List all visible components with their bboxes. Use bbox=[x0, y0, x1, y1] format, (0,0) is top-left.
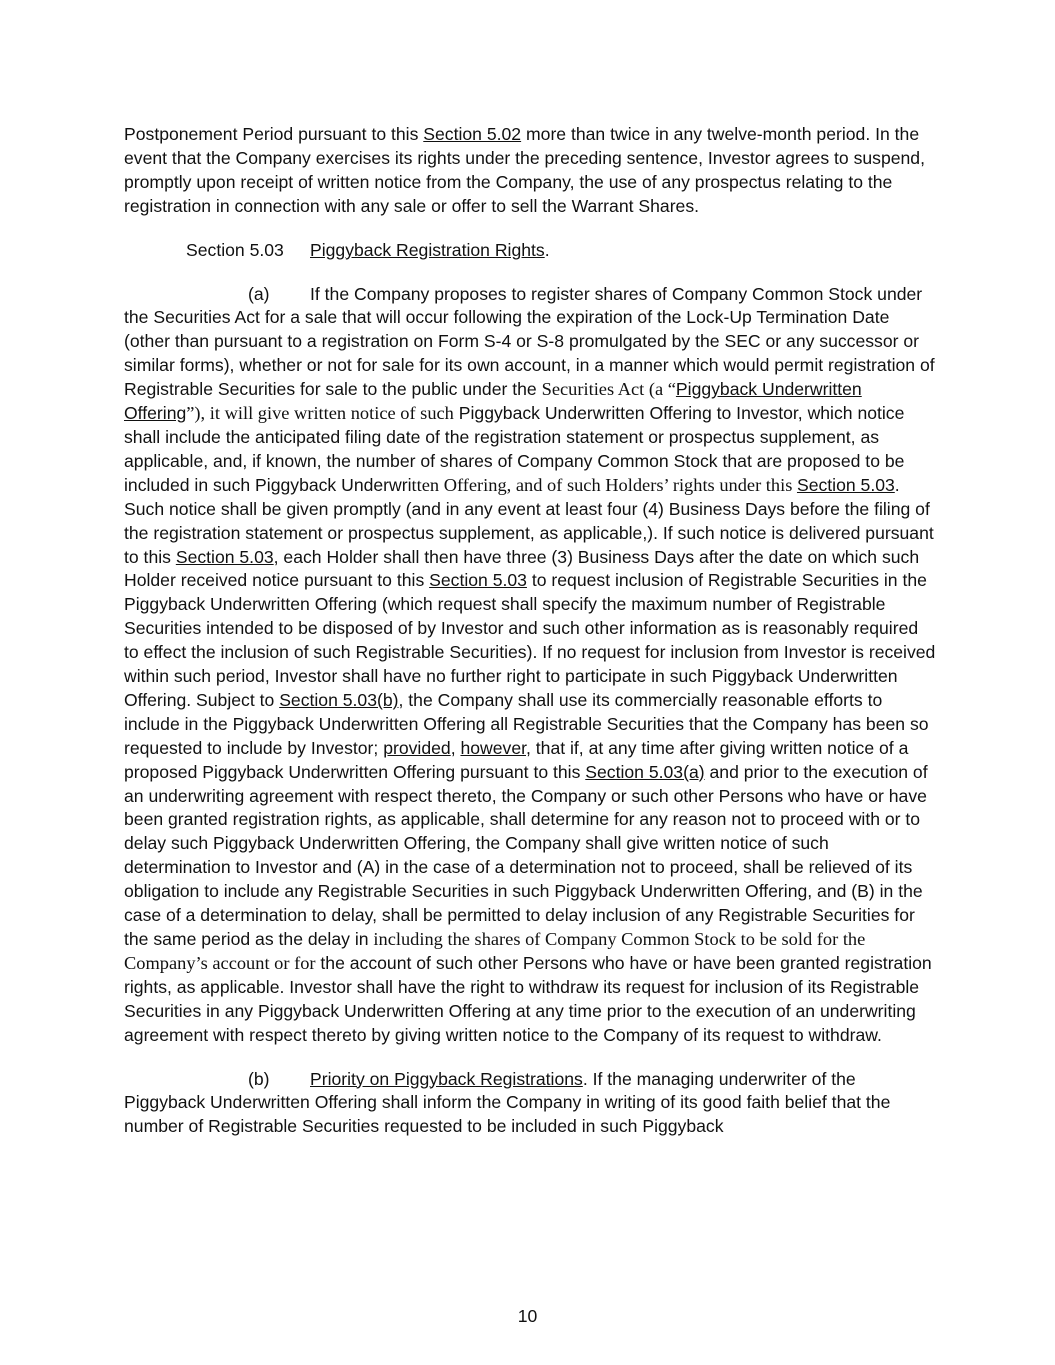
continuation-paragraph bbox=[124, 123, 936, 219]
text-run: , that if, at any time after giving written notice of a proposed Piggyback Underwritten Offering pursuant to this bbox=[124, 737, 909, 782]
paragraph-label: (b) bbox=[248, 1068, 270, 1089]
text-run: . bbox=[544, 239, 550, 260]
document-page bbox=[124, 123, 936, 1139]
page-number: 10 bbox=[517, 1306, 538, 1326]
text-run: the account of such other Persons who have or have been granted registration rights, as applicable. Investor shall have the right to withdraw its request for inclusion of its Registrable Securities in any Piggyback Underwritten Offering at any time prior to the execution of an underwriting agreement with respect thereto by giving written notice to the Company of its request to withdraw. bbox=[124, 952, 932, 1045]
defined-term: Piggyback Underwritten Offering bbox=[124, 379, 862, 424]
paragraph-heading: Priority on Piggyback Registrations bbox=[310, 1068, 583, 1089]
text-run: If the Company proposes to register shares of Company Common Stock under the Securities Act for a sale that will occur following the expiration of the Lock-Up Termination Date (other than pursuant to a registration on Form S-4 or S-8 promulgated by the SEC or any successor or similar forms), whether or not for sale for its own account, in a manner which would permit registration of Registrable Securities for sale to the public under the bbox=[124, 283, 935, 400]
text-run: to request inclusion of Registrable Securities in the Piggyback Underwritten Offering (which request shall specify the maximum number of Registrable Securities intended to be disposed of by Investor and such other information as is reasonably required to effect the inclusion of such Registrable Securities). If no request for inclusion from Investor is received within such period, Investor shall have no further right to participate in such Piggyback Underwritten Offering. Subject to bbox=[124, 570, 936, 710]
text-run: . If the managing underwriter of the Piggyback Underwritten Offering shall inform the Company in writing of its good faith belief that the number of Registrable Securities requested to be included in such Piggyback bbox=[124, 1068, 891, 1137]
cross-reference: Section 5.03 bbox=[429, 570, 527, 591]
proviso-term: provided bbox=[383, 737, 451, 758]
text-run: Securities Act (a “ bbox=[541, 379, 676, 400]
text-run: Postponement Period pursuant to this bbox=[124, 124, 424, 144]
cross-reference: Section 5.03 bbox=[796, 474, 895, 495]
text-run: tten Offering, and of such Holders’ rights under this bbox=[411, 474, 797, 495]
text-run: , bbox=[450, 737, 461, 758]
text-run: ”), it will give written notice of such bbox=[186, 403, 454, 424]
section-number: Section 5.03 bbox=[186, 239, 284, 260]
cross-reference: Section 5.03(a) bbox=[585, 761, 705, 782]
cross-reference: Section 5.02 bbox=[423, 124, 522, 144]
cross-reference: Section 5.03(b) bbox=[279, 689, 399, 710]
text-run: Piggyback Underwritten Offering to Investor, which notice shall include the anticipated filing date of the registration statement or prospectus supplement, as applicable, and, if known, the number of shares of Company Common Stock that are proposed to be included in such Piggyback Underwri bbox=[124, 403, 905, 495]
text-run: including the shares of Company Common Stock to be sold for the Company’s account or for bbox=[124, 929, 866, 973]
paragraph-a bbox=[124, 283, 936, 1048]
text-run: . Such notice shall be given promptly (and in any event at least four (4) Business Days before the filing of the registration statement or prospectus supplement, as applicable,). If such notice is delivered pursuant to this bbox=[124, 474, 934, 567]
paragraph-label: (a) bbox=[248, 283, 270, 304]
text-run: more than twice in any twelve-month period. In the event that the Company exercises its rights under the preceding sentence, Investor agrees to suspend, promptly upon receipt of written notice from the Company, the use of any prospectus relating to the registration in connection with any sale or offer to sell the Warrant Shares. bbox=[124, 124, 925, 216]
section-title: Piggyback Registration Rights bbox=[310, 239, 545, 260]
proviso-term: however bbox=[460, 737, 526, 758]
text-run: , each Holder shall then have three (3) Business Days after the date on which such Holder received notice pursuant to this bbox=[124, 546, 920, 591]
text-run: , the Company shall use its commercially reasonable efforts to include in the Piggyback Underwritten Offering all Registrable Securities that the Company has been so requested to include by Investor; bbox=[124, 689, 929, 758]
cross-reference: Section 5.03 bbox=[175, 546, 274, 567]
text-run: and prior to the execution of an underwriting agreement with respect thereto, the Company or such other Persons who have or have been granted registration rights, as applicable, shall determine for any reason not to proceed with or to delay such Piggyback Underwritten Offering, the Company shall give written notice of such determination to Investor and (A) in the case of a determination not to proceed, shall be relieved of its obligation to include any Registrable Securities in such Piggyback Underwritten Offering, and (B) in the case of a determination to delay, shall be permitted to delay inclusion of any Registrable Securities for the same period as the delay in bbox=[124, 761, 928, 949]
paragraph-b bbox=[124, 1068, 936, 1140]
section-heading bbox=[124, 239, 936, 263]
